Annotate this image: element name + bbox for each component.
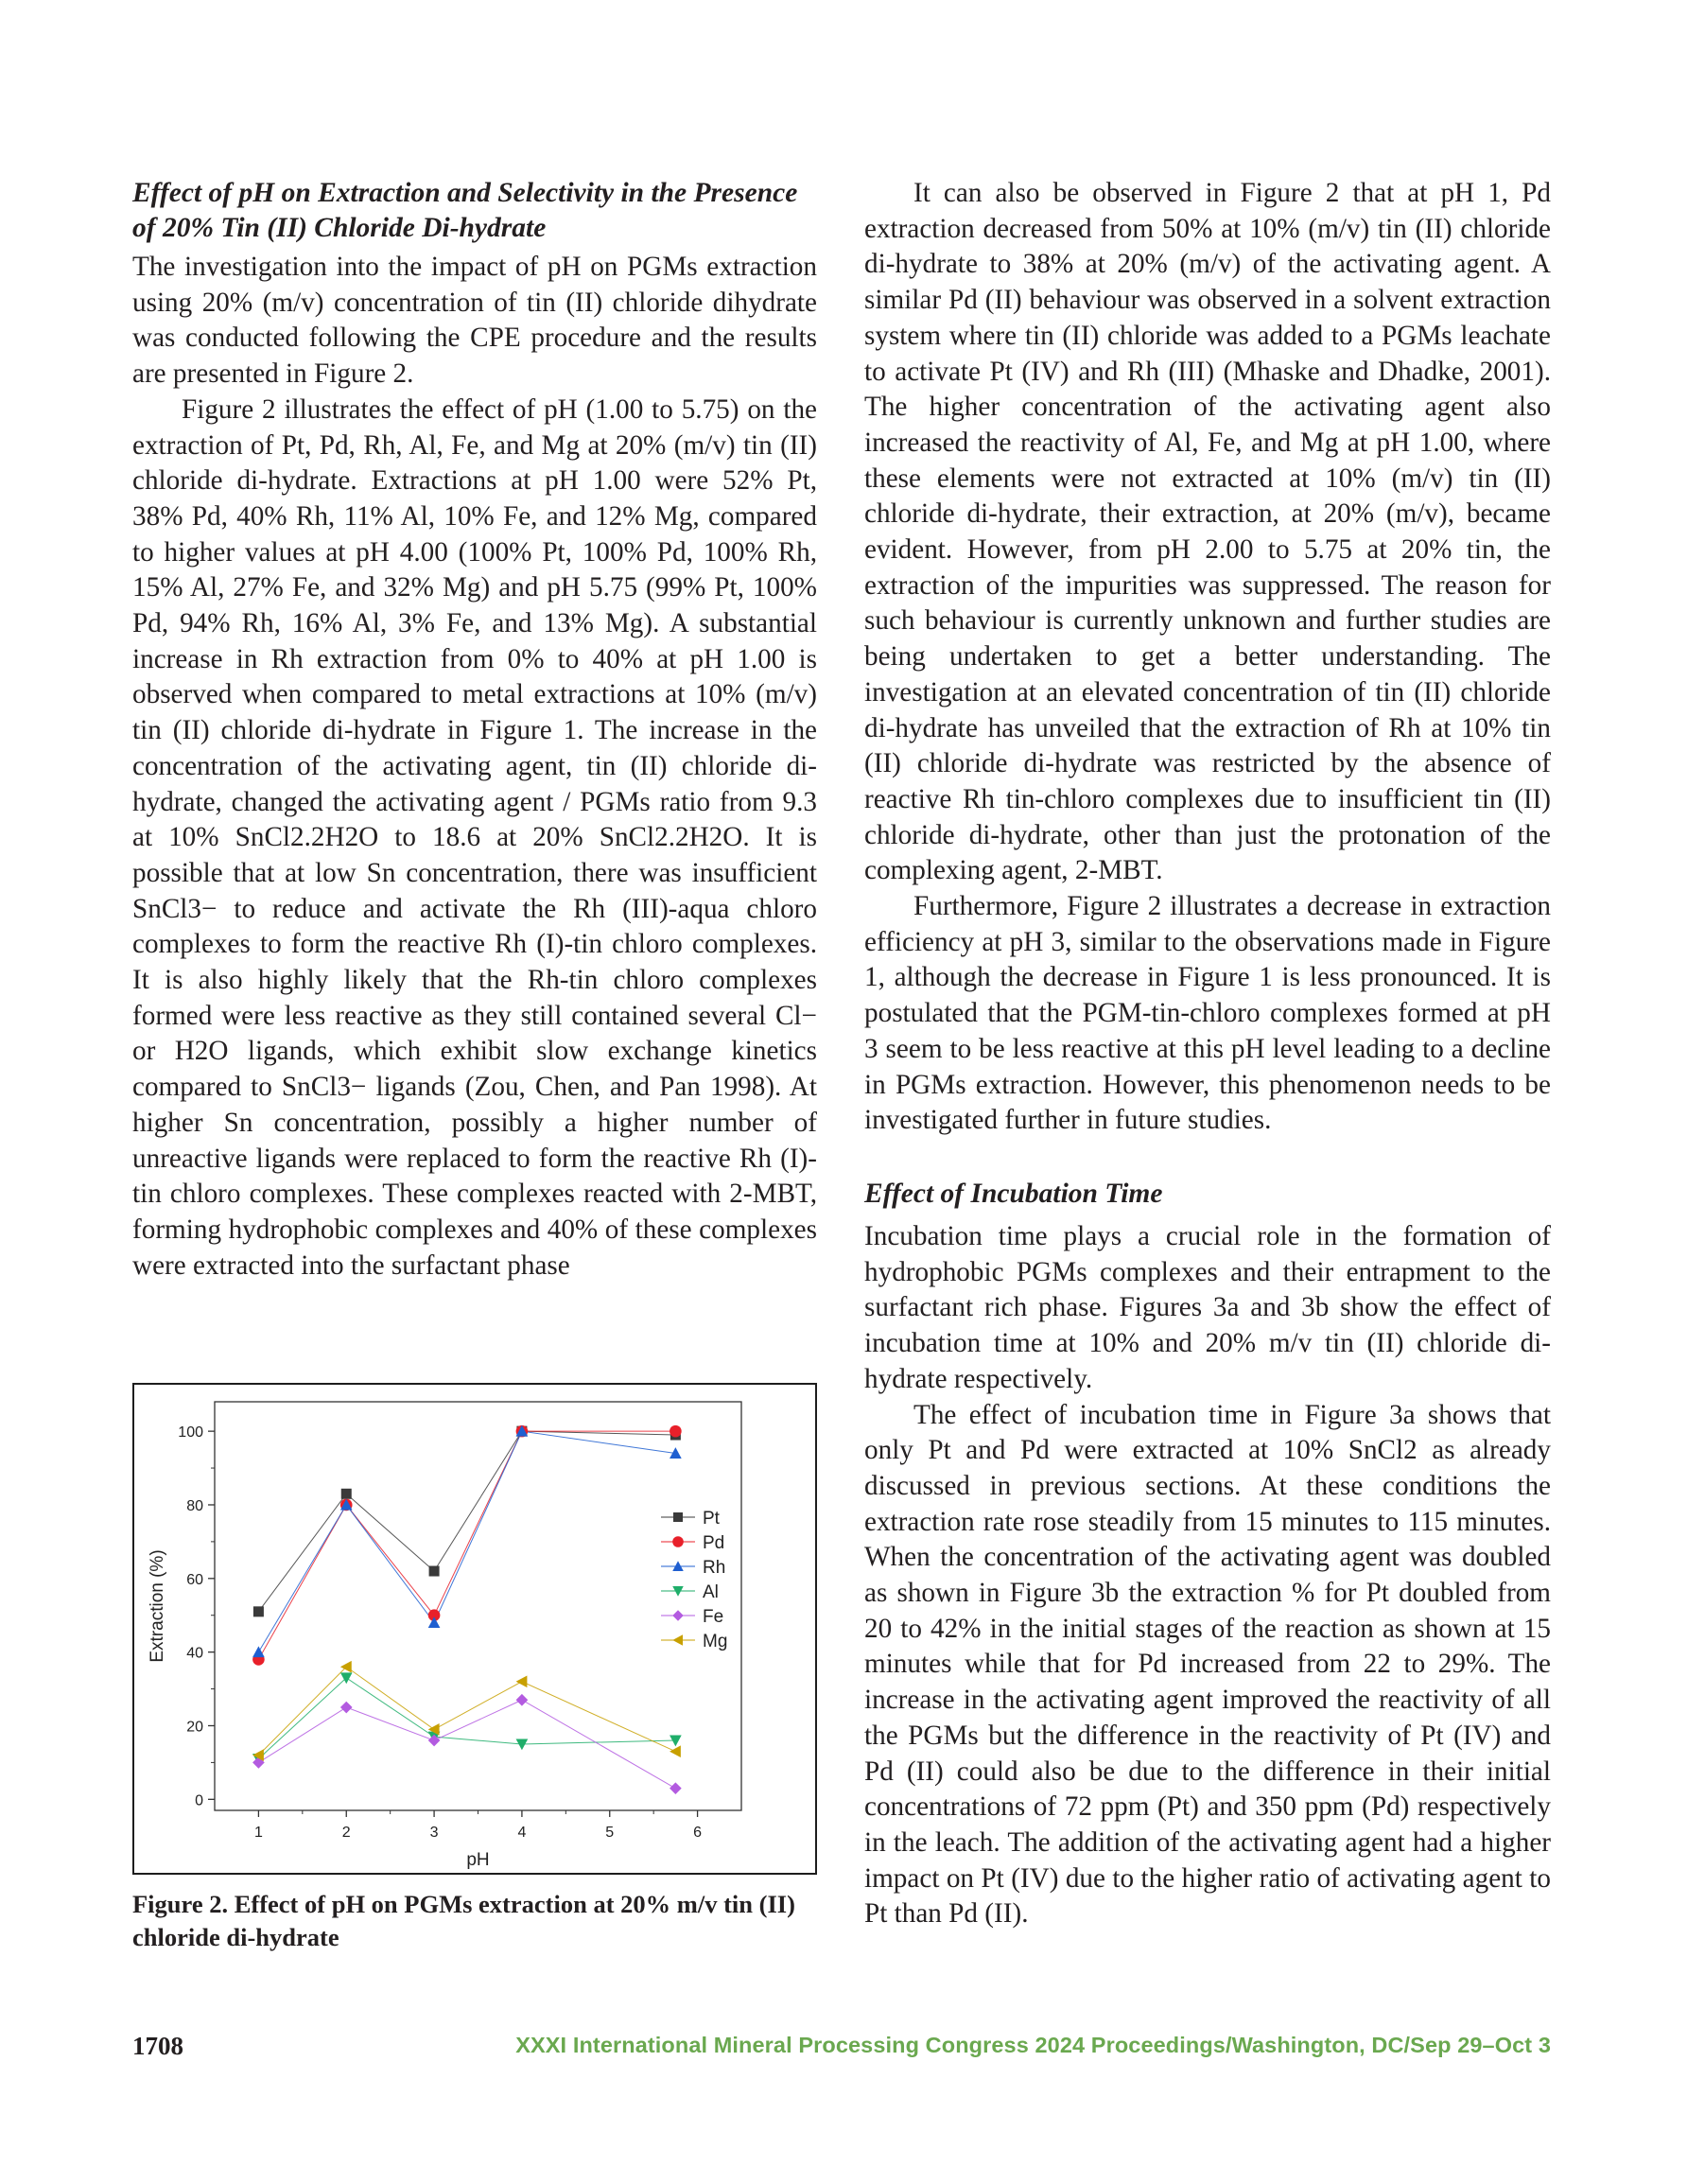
legend-marker-fe bbox=[672, 1610, 684, 1621]
section-heading-incubation: Effect of Incubation Time bbox=[864, 1178, 1163, 1209]
data-point-mg bbox=[670, 1745, 681, 1757]
data-point-pt bbox=[429, 1566, 440, 1577]
data-point-pt bbox=[341, 1489, 352, 1499]
section-heading-ph: Effect of pH on Extraction and Selectivity in the Presence of 20% Tin (II) Chloride Di-hydrate bbox=[132, 178, 798, 243]
paragraph: It can also be observed in Figure 2 that at pH 1, Pd extraction decreased from 50% at 10% (m/v) tin (II) chloride di-hydrate to 38% at 20% (m/v) of the activating agent. A similar Pd (II) behaviour was observed in a solvent extraction system where tin (II) chloride was added to a PGMs leachate to activate Pt (IV) and Rh (III) (Mhaske and Dhadke, 2001). The higher concentration of the activating agent also increased the reactivity of Al, Fe, and Mg at pH 1.00, where these elements were not extracted at 10% (m/v) tin (II) chloride di-hydrate, their extraction, at 20% (m/v), became evident. However, from pH 2.00 to 5.75 at 20% tin, the extraction of the impurities was suppressed. The reason for such behaviour is currently unknown and further studies are being undertaken to get a better understanding. The investigation at an elevated concentration of tin (II) chloride di-hydrate has unveiled that the extraction of Rh at 10% tin (II) chloride di-hydrate was restricted by the absence of reactive Rh tin-chloro complexes due to insufficient tin (II) chloride di-hydrate, other than just the protonation of the complexing agent, 2-MBT. bbox=[864, 178, 1551, 886]
legend-label-pd: Pd bbox=[703, 1533, 725, 1553]
paragraph: The investigation into the impact of pH on PGMs extraction using 20% (m/v) concentration of tin (II) chloride dihydrate was conducted following the CPE procedure and the results are presented in Figure 2. bbox=[132, 252, 817, 390]
legend-label-fe: Fe bbox=[703, 1607, 724, 1627]
ph-extraction-chart bbox=[134, 1385, 815, 1873]
x-tick-label: 5 bbox=[605, 1825, 615, 1841]
legend-label-mg: Mg bbox=[703, 1632, 728, 1651]
y-tick-label: 20 bbox=[186, 1719, 203, 1736]
series-line-al bbox=[258, 1678, 675, 1759]
y-tick-label: 60 bbox=[186, 1571, 203, 1588]
figure-2 bbox=[132, 1383, 817, 1875]
series-line-pt bbox=[258, 1431, 675, 1612]
x-tick-label: 2 bbox=[341, 1825, 351, 1841]
data-point-al bbox=[516, 1738, 529, 1750]
paragraph: Furthermore, Figure 2 illustrates a decrease in extraction efficiency at pH 3, similar to the observations made in Figure 1, although the decrease in Figure 1 is less pronounced. It is postulated that the PGM-tin-chloro complexes formed at pH 3 seem to be less reactive at this pH level leading to a decline in PGMs extraction. However, this phenomenon needs to be investigated further in future studies. bbox=[864, 891, 1551, 1136]
y-tick-label: 0 bbox=[195, 1792, 203, 1809]
series-line-fe bbox=[258, 1700, 675, 1788]
paragraph: Figure 2 illustrates the effect of pH (1.00 to 5.75) on the extraction of Pt, Pd, Rh, Al, Fe, and Mg at 20% (m/v) tin (II) chloride di-hydrate. Extractions at pH 1.00 were 52% Pt, 38% Pd, 40% Rh, 11% Al, 10% Fe, and 12% Mg, compared to higher values at pH 4.00 (100% Pt, 100% Pd, 100% Rh, 15% Al, 27% Fe, and 32% Mg) and pH 5.75 (99% Pt, 100% Pd, 94% Rh, 16% Al, 3% Fe, and 13% Mg). A substantial increase in Rh extraction from 0% to 40% at pH 1.00 is observed when compared to metal extractions at 10% (m/v) tin (II) chloride di-hydrate in Figure 1. The increase in the concentration of the activating agent, tin (II) chloride di-hydrate, changed the activating agent / PGMs ratio from 9.3 at 10% SnCl2.2H2O to 18.6 at 20% SnCl2.2H2O. It is possible that at low Sn concentration, there was insufficient SnCl3− to reduce and activate the Rh (III)-aqua chloro complexes to form the reactive Rh (I)-tin chloro complexes. It is also highly likely that the Rh-tin chloro complexes formed were less reactive as they still contained several Cl− or H2O ligands, which exhibit slow exchange kinetics compared to SnCl3− ligands (Zou, Chen, and Pan 1998). At higher Sn concentration, possibly a higher number of unreactive ligands were replaced to form the reactive Rh (I)-tin chloro complexes. These complexes reacted with 2-MBT, forming hydrophobic complexes and 40% of these complexes were extracted into the surfactant phase bbox=[132, 393, 817, 1281]
left-column bbox=[132, 176, 817, 1284]
x-tick-label: 4 bbox=[517, 1825, 527, 1841]
x-tick-label: 6 bbox=[693, 1825, 703, 1841]
y-axis-label: Extraction (%) bbox=[148, 1549, 167, 1663]
series-line-pd bbox=[258, 1431, 675, 1659]
series-line-rh bbox=[258, 1431, 675, 1652]
legend-label-pt: Pt bbox=[703, 1509, 720, 1529]
x-tick-label: 3 bbox=[429, 1825, 439, 1841]
data-point-mg bbox=[516, 1675, 528, 1687]
y-tick-label: 40 bbox=[186, 1645, 203, 1662]
right-column bbox=[864, 176, 1551, 1932]
figure-caption: Figure 2. Effect of pH on PGMs extraction at 20% m/v tin (II) chloride di-hydrate bbox=[132, 1890, 795, 1951]
data-point-pd bbox=[670, 1425, 682, 1438]
x-axis-label: pH bbox=[466, 1850, 490, 1870]
x-tick-label: 1 bbox=[253, 1825, 263, 1841]
legend-marker-mg bbox=[672, 1634, 683, 1646]
legend-marker-pt bbox=[673, 1512, 683, 1522]
data-point-fe bbox=[670, 1782, 682, 1794]
legend-marker-pd bbox=[672, 1536, 684, 1547]
page-number: 1708 bbox=[132, 2032, 183, 2060]
y-tick-label: 80 bbox=[186, 1497, 203, 1514]
data-point-fe bbox=[516, 1694, 529, 1706]
plot-frame bbox=[215, 1402, 741, 1810]
data-point-fe bbox=[340, 1702, 353, 1714]
running-footer: XXXI International Mineral Processing Congress 2024 Proceedings/Washington, DC/Sep 29–Oct 3 bbox=[515, 2033, 1551, 2057]
paragraph: Incubation time plays a crucial role in the formation of hydrophobic PGMs complexes and their entrapment to the surfactant rich phase. Figures 3a and 3b show the effect of incubation time at 10% and 20% m/v tin (II) chloride di-hydrate respectively. bbox=[864, 1220, 1551, 1394]
data-point-pt bbox=[253, 1606, 264, 1616]
paragraph: The effect of incubation time in Figure 3a shows that only Pt and Pd were extracted at 10% SnCl2 as already discussed in previous sections. At these conditions the extraction rate rose steadily from 15 minutes to 115 minutes. When the concentration of the activating agent was doubled as shown in Figure 3b the extraction % for Pt doubled from 20 to 42% in the initial stages of the reaction as shown at 15 minutes while that for Pd increased from 22 to 29%. The increase in the activating agent improved the reactivity of all the PGMs but the difference in the reactivity of Pt (IV) and Pd (II) could also be due to the difference in their initial concentrations of 72 ppm (Pt) and 350 ppm (Pd) respectively in the leach. The addition of the activating agent had a higher impact on Pt (IV) due to the higher ratio of activating agent to Pt than Pd (II). bbox=[864, 1399, 1551, 1930]
y-tick-label: 100 bbox=[178, 1424, 203, 1441]
data-point-fe bbox=[428, 1735, 441, 1747]
legend-label-al: Al bbox=[703, 1582, 719, 1602]
legend-label-rh: Rh bbox=[703, 1558, 726, 1578]
